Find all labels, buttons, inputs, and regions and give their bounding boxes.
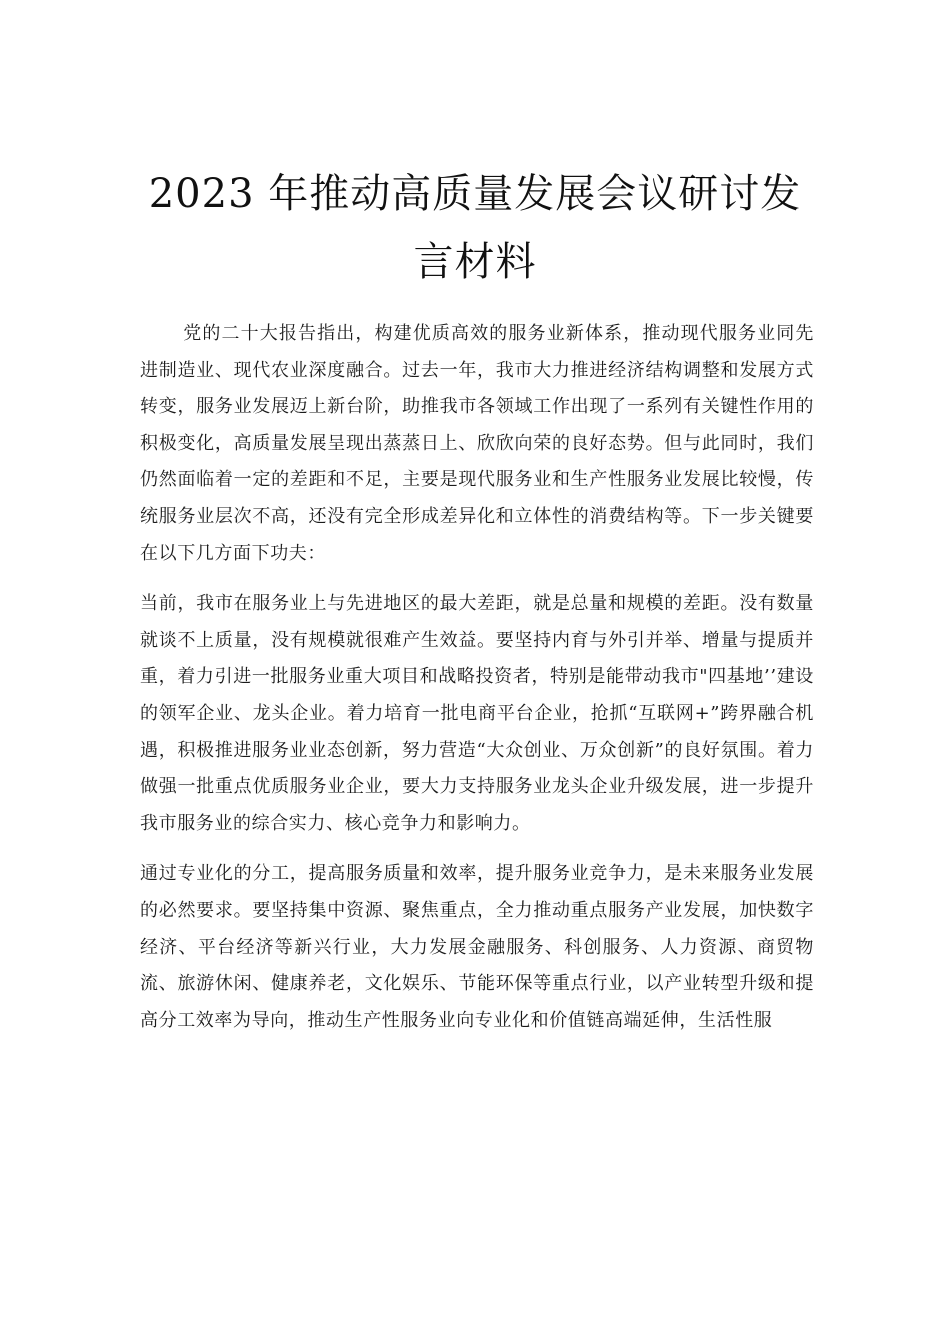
paragraph-specialization: 通过专业化的分工，提高服务质量和效率，提升服务业竞争力，是未来服务业发展的必然要求。要坚持集中资源、聚焦重点，全力推动重点服务产业发展，加快数字经济、平台经济等新兴行业，大力发展金融服务、科创服务、人力资源、商贸物流、旅游休闲、健康养老，文化娱乐、节能环保等重点行业，以产业转型升级和提高分工效率为导向，推动生产性服务业向专业化和价值链高端延伸，生活性服: [140, 863, 814, 1031]
document-title: 2023 年推动高质量发展会议研讨发言材料: [148, 171, 802, 285]
paragraph-scale: 当前，我市在服务业上与先进地区的最大差距，就是总量和规模的差距。没有数量就谈不上质量，没有规模就很难产生效益。要坚持内育与外引并举、增量与提质并重，着力引进一批服务业重大项目和战略投资者，特别是能带动我市"四基地’’建设的领军企业、龙头企业。着力培育一批电商平台企业，抢抓“互联网+”跨界融合机遇，积极推进服务业业态创新，努力营造“大众创业、万众创新”的良好氛围。着力做强一批重点优质服务业企业，要大力支持服务业龙头企业升级发展，进一步提升我市服务业的综合实力、核心竞争力和影响力。: [140, 593, 814, 834]
paragraph-intro: 党的二十大报告指出，构建优质高效的服务业新体系，推动现代服务业同先进制造业、现代农业深度融合。过去一年，我市大力推进经济结构调整和发展方式转变，服务业发展迈上新台阶，助推我市各领域工作出现了一系列有关键性作用的积极变化，高质量发展呈现出蒸蒸日上、欣欣向荣的良好态势。但与此同时，我们仍然面临着一定的差距和不足，主要是现代服务业和生产性服务业发展比较慢，传统服务业层次不高，还没有完全形成差异化和立体性的消费结构等。下一步关键要在以下几方面下功夫：: [140, 323, 814, 564]
document-body: [140, 316, 814, 1053]
